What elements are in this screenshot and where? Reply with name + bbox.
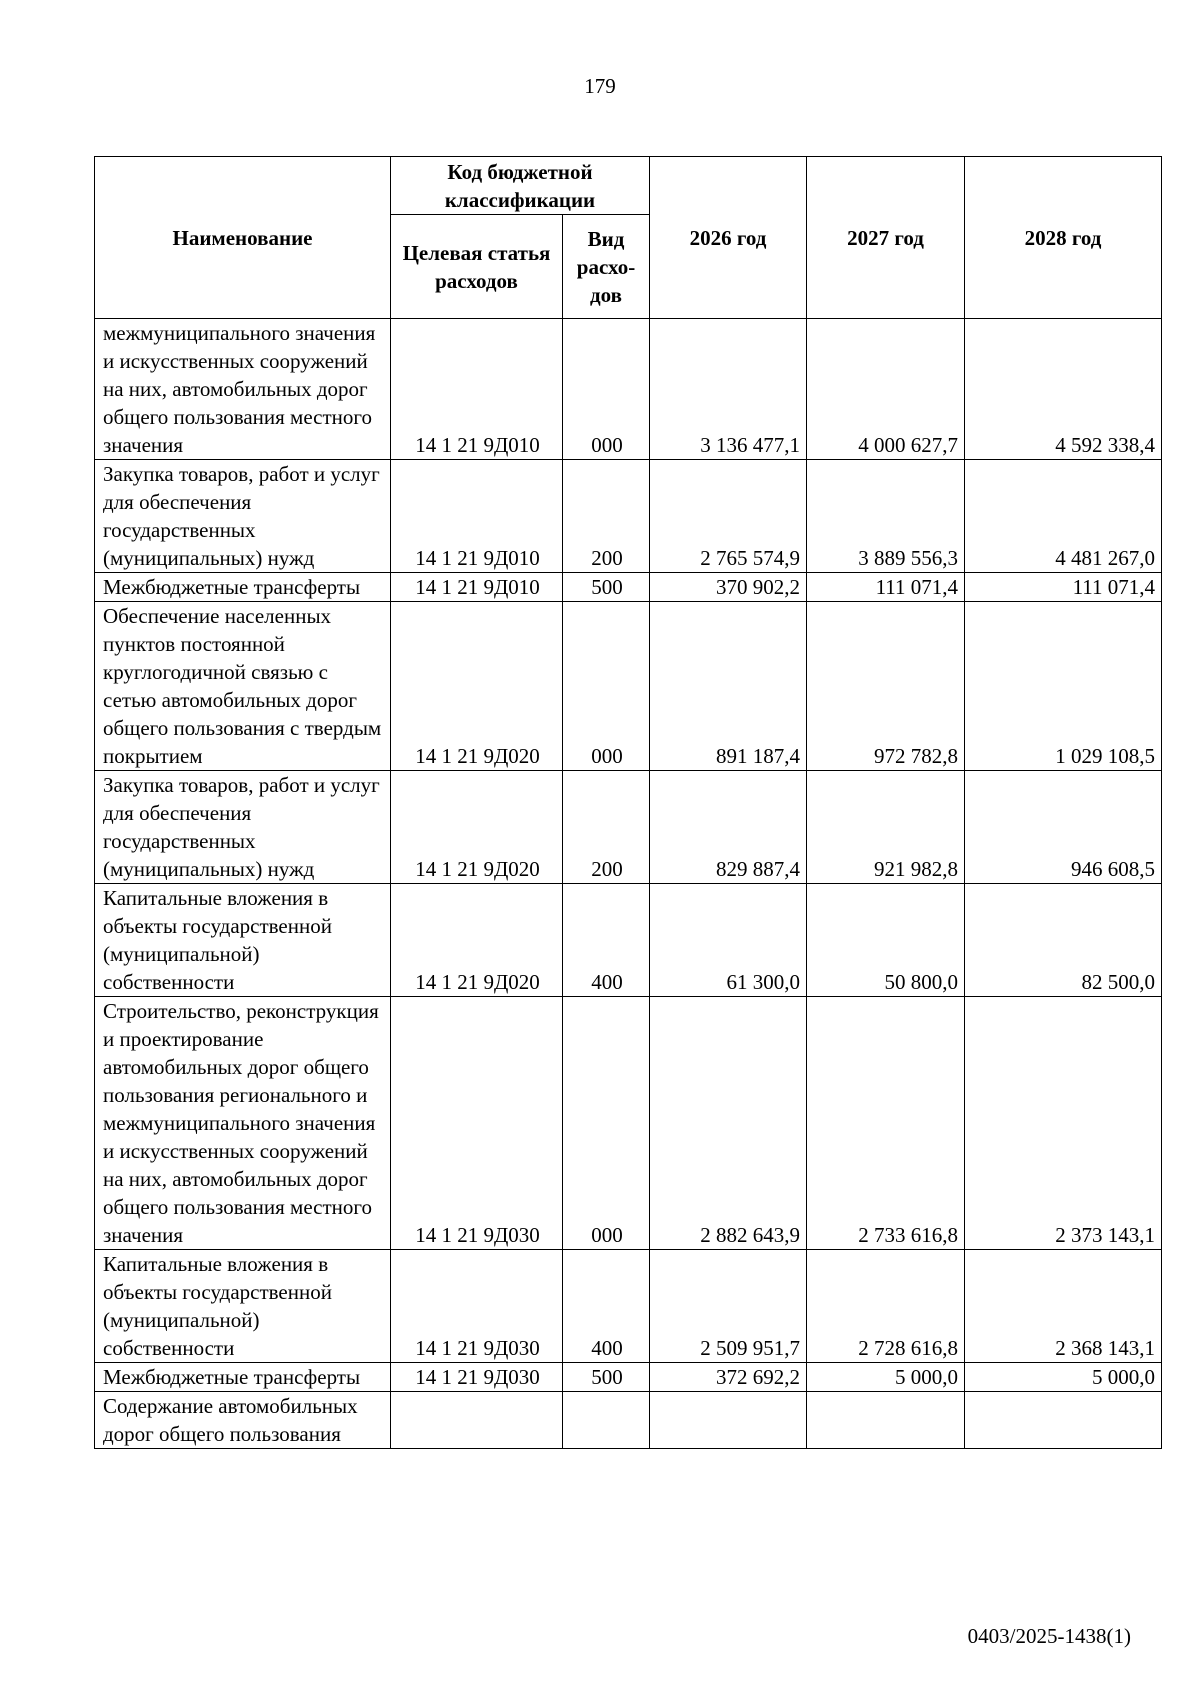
row-value-2028: 1 029 108,5 <box>965 602 1162 771</box>
header-target-article: Целевая статья расходов <box>391 215 563 319</box>
row-target-article: 14 1 21 9Д030 <box>391 1250 563 1363</box>
row-target-article: 14 1 21 9Д010 <box>391 460 563 573</box>
row-value-2027: 5 000,0 <box>807 1363 965 1392</box>
row-expense-type: 500 <box>563 573 650 602</box>
row-expense-type: 500 <box>563 1363 650 1392</box>
row-name: Межбюджетные трансферты <box>95 1363 391 1392</box>
table-row <box>95 573 1162 602</box>
row-name: Содержание автомобильных дорог общего пользования <box>95 1392 391 1449</box>
row-expense-type: 000 <box>563 997 650 1250</box>
row-value-2026: 2 882 643,9 <box>650 997 807 1250</box>
row-expense-type: 400 <box>563 1250 650 1363</box>
row-name: Капитальные вложения в объекты государственной (муниципальной) собственности <box>95 1250 391 1363</box>
header-name: Наименование <box>95 157 391 319</box>
table-row <box>95 884 1162 997</box>
row-value-2026: 2 509 951,7 <box>650 1250 807 1363</box>
row-value-2026: 3 136 477,1 <box>650 319 807 460</box>
row-expense-type <box>563 1392 650 1449</box>
row-value-2028: 111 071,4 <box>965 573 1162 602</box>
header-year-2026: 2026 год <box>650 157 807 319</box>
row-value-2027 <box>807 1392 965 1449</box>
document-id: 0403/2025-1438(1) <box>967 1624 1131 1648</box>
row-value-2028: 82 500,0 <box>965 884 1162 997</box>
row-value-2027: 111 071,4 <box>807 573 965 602</box>
row-expense-type: 200 <box>563 460 650 573</box>
row-value-2028: 946 608,5 <box>965 771 1162 884</box>
row-value-2026: 2 765 574,9 <box>650 460 807 573</box>
row-name: Межбюджетные трансферты <box>95 573 391 602</box>
row-value-2027: 50 800,0 <box>807 884 965 997</box>
row-expense-type: 200 <box>563 771 650 884</box>
row-value-2028: 2 368 143,1 <box>965 1250 1162 1363</box>
row-value-2028: 4 592 338,4 <box>965 319 1162 460</box>
row-value-2027: 921 982,8 <box>807 771 965 884</box>
table-row <box>95 602 1162 771</box>
row-target-article: 14 1 21 9Д010 <box>391 573 563 602</box>
table-row <box>95 319 1162 460</box>
table-row <box>95 1392 1162 1449</box>
table-row <box>95 460 1162 573</box>
row-value-2028: 5 000,0 <box>965 1363 1162 1392</box>
table-row <box>95 771 1162 884</box>
row-target-article: 14 1 21 9Д020 <box>391 771 563 884</box>
budget-table <box>94 156 1162 1449</box>
row-expense-type: 000 <box>563 602 650 771</box>
row-value-2027: 3 889 556,3 <box>807 460 965 573</box>
row-target-article: 14 1 21 9Д030 <box>391 1363 563 1392</box>
table-row <box>95 997 1162 1250</box>
row-value-2027: 2 733 616,8 <box>807 997 965 1250</box>
row-value-2026: 372 692,2 <box>650 1363 807 1392</box>
row-target-article: 14 1 21 9Д020 <box>391 602 563 771</box>
row-value-2026: 61 300,0 <box>650 884 807 997</box>
row-name: межмуниципального значения и искусственных сооружений на них, автомобильных дорог общего пользования местного значения <box>95 319 391 460</box>
header-code-group: Код бюджетной классификации <box>391 157 650 215</box>
row-name: Обеспечение населенных пунктов постоянной круглогодичной связью с сетью автомобильных дорог общего пользования с твердым покрытием <box>95 602 391 771</box>
row-name: Капитальные вложения в объекты государственной (муниципальной) собственности <box>95 884 391 997</box>
table-row <box>95 1250 1162 1363</box>
header-year-2028: 2028 год <box>965 157 1162 319</box>
row-value-2028: 2 373 143,1 <box>965 997 1162 1250</box>
row-value-2028 <box>965 1392 1162 1449</box>
row-target-article: 14 1 21 9Д010 <box>391 319 563 460</box>
row-target-article <box>391 1392 563 1449</box>
row-name: Строительство, реконструкция и проектирование автомобильных дорог общего пользования регионального и межмуниципального значения и искусственных сооружений на них, автомобильных дорог общего пользования местного значения <box>95 997 391 1250</box>
header-year-2027: 2027 год <box>807 157 965 319</box>
row-value-2027: 2 728 616,8 <box>807 1250 965 1363</box>
row-target-article: 14 1 21 9Д020 <box>391 884 563 997</box>
row-value-2026: 891 187,4 <box>650 602 807 771</box>
row-name: Закупка товаров, работ и услуг для обеспечения государственных (муниципальных) нужд <box>95 771 391 884</box>
header-expense-type: Вид расхо- дов <box>563 215 650 319</box>
row-expense-type: 400 <box>563 884 650 997</box>
table-row <box>95 1363 1162 1392</box>
row-value-2027: 4 000 627,7 <box>807 319 965 460</box>
row-value-2028: 4 481 267,0 <box>965 460 1162 573</box>
row-value-2026: 829 887,4 <box>650 771 807 884</box>
row-name: Закупка товаров, работ и услуг для обеспечения государственных (муниципальных) нужд <box>95 460 391 573</box>
row-value-2027: 972 782,8 <box>807 602 965 771</box>
row-value-2026 <box>650 1392 807 1449</box>
table-body <box>95 319 1162 1449</box>
row-target-article: 14 1 21 9Д030 <box>391 997 563 1250</box>
row-expense-type: 000 <box>563 319 650 460</box>
page-number: 179 <box>584 74 616 98</box>
row-value-2026: 370 902,2 <box>650 573 807 602</box>
